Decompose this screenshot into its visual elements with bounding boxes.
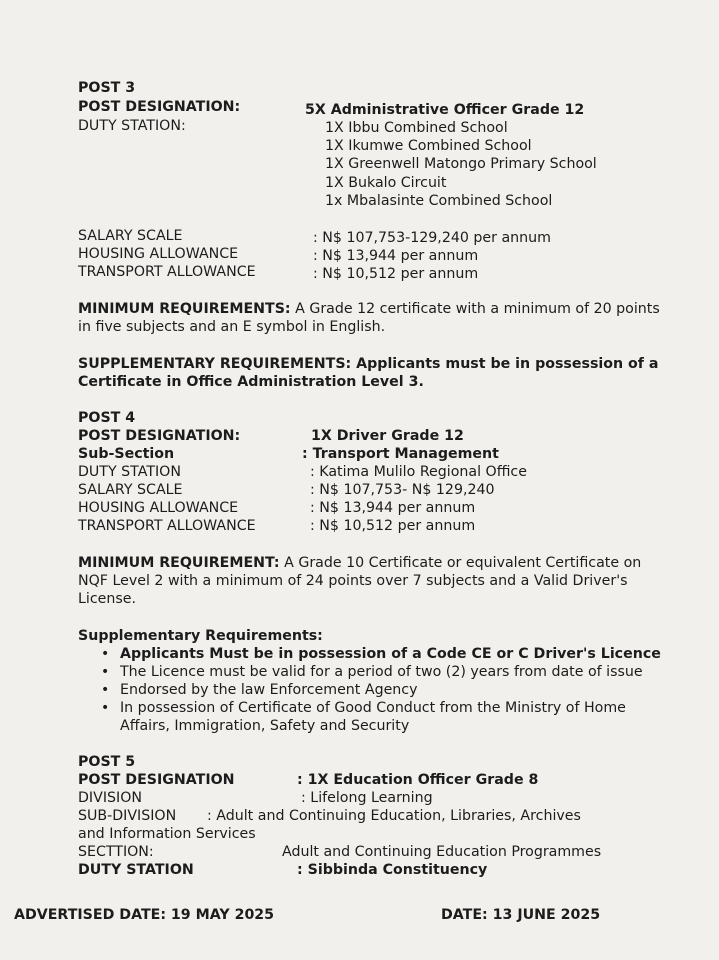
- post3-supp-line2: Certificate in Office Administration Level 3.: [78, 374, 424, 390]
- post3-duty-item: 1X Bukalo Circuit: [325, 175, 447, 191]
- post5-division-label: DIVISION: [78, 790, 142, 806]
- post4-salary-label: SALARY SCALE: [78, 482, 183, 498]
- post4-housing-value: : N$ 13,944 per annum: [310, 500, 476, 516]
- post3-duty-item: 1X Greenwell Matongo Primary School: [325, 156, 597, 172]
- post3-duty-item: 1X Ibbu Combined School: [325, 120, 508, 136]
- advertised-date: ADVERTISED DATE: 19 MAY 2025: [14, 907, 275, 923]
- bullet-icon: •: [101, 664, 110, 680]
- post4-min-req-line3: License.: [78, 591, 136, 607]
- post5-heading: POST 5: [78, 754, 136, 770]
- post5-designation-value: : 1X Education Officer Grade 8: [297, 772, 539, 788]
- post3-supp-line1: SUPPLEMENTARY REQUIREMENTS: Applicants must be in possession of a: [78, 356, 659, 372]
- post4-subsection-value: : Transport Management: [302, 446, 499, 462]
- post3-duty-item: 1x Mbalasinte Combined School: [325, 193, 553, 209]
- post5-subdivision-label: SUB-DIVISION: [78, 808, 177, 824]
- post3-duty-label: DUTY STATION:: [78, 118, 186, 134]
- post5-section-label: SECTTION:: [78, 844, 154, 860]
- post4-supp-item: Applicants Must be in possession of a Code CE or C Driver's Licence: [120, 646, 661, 662]
- post4-transport-label: TRANSPORT ALLOWANCE: [78, 518, 256, 534]
- post3-heading: POST 3: [78, 80, 136, 96]
- post5-division-value: : Lifelong Learning: [301, 790, 433, 806]
- post4-duty-label: DUTY STATION: [78, 464, 181, 480]
- post5-designation-label: POST DESIGNATION: [78, 772, 235, 788]
- post3-salary-value: : N$ 107,753-129,240 per annum: [313, 230, 551, 246]
- post3-transport-label: TRANSPORT ALLOWANCE: [78, 264, 256, 280]
- post5-duty-value: : Sibbinda Constituency: [297, 862, 488, 878]
- post3-housing-value: : N$ 13,944 per annum: [313, 248, 479, 264]
- bullet-icon: •: [101, 700, 110, 716]
- post3-salary-label: SALARY SCALE: [78, 228, 183, 244]
- post3-housing-label: HOUSING ALLOWANCE: [78, 246, 239, 262]
- post4-min-req-label: MINIMUM REQUIREMENT:: [78, 555, 280, 571]
- post4-supp-item-cont: Affairs, Immigration, Safety and Security: [120, 718, 410, 734]
- post4-heading: POST 4: [78, 410, 136, 426]
- post4-subsection-label: Sub-Section: [78, 446, 175, 462]
- post3-min-req-text: A Grade 12 certificate with a minimum of 20 points: [295, 301, 660, 317]
- post4-duty-value: : Katima Mulilo Regional Office: [310, 464, 527, 480]
- post4-salary-value: : N$ 107,753- N$ 129,240: [310, 482, 495, 498]
- bullet-icon: •: [101, 682, 110, 698]
- post4-min-req-text: A Grade 10 Certificate or equivalent Certificate on: [284, 555, 642, 571]
- post4-supp-item: The Licence must be valid for a period of two (2) years from date of issue: [120, 664, 643, 680]
- bullet-icon: •: [101, 646, 110, 662]
- post4-supp-item: Endorsed by the law Enforcement Agency: [120, 682, 418, 698]
- post4-designation-label: POST DESIGNATION:: [78, 428, 241, 444]
- post4-transport-value: : N$ 10,512 per annum: [310, 518, 476, 534]
- post5-subdivision-cont: and Information Services: [78, 826, 256, 842]
- post4-supp-item: In possession of Certificate of Good Conduct from the Ministry of Home: [120, 700, 626, 716]
- post3-designation-label: POST DESIGNATION:: [78, 99, 241, 115]
- post3-min-req-label: MINIMUM REQUIREMENTS:: [78, 301, 291, 317]
- post4-housing-label: HOUSING ALLOWANCE: [78, 500, 239, 516]
- post5-section-value: Adult and Continuing Education Programmes: [282, 844, 602, 860]
- post4-supp-heading: Supplementary Requirements:: [78, 628, 323, 644]
- closing-date: DATE: 13 JUNE 2025: [441, 907, 601, 923]
- post3-transport-value: : N$ 10,512 per annum: [313, 266, 479, 282]
- post4-designation-value: 1X Driver Grade 12: [311, 428, 464, 444]
- post3-min-req: [78, 300, 660, 318]
- post5-duty-label: DUTY STATION: [78, 862, 194, 878]
- post4-min-req-line2: NQF Level 2 with a minimum of 24 points over 7 subjects and a Valid Driver's: [78, 573, 628, 589]
- post3-designation-value: 5X Administrative Officer Grade 12: [305, 102, 585, 118]
- post5-subdivision-value: : Adult and Continuing Education, Libraries, Archives: [207, 808, 581, 824]
- post4-min-req: [78, 554, 641, 572]
- post3-min-req-line2: in five subjects and an E symbol in English.: [78, 319, 386, 335]
- post3-duty-item: 1X Ikumwe Combined School: [325, 138, 532, 154]
